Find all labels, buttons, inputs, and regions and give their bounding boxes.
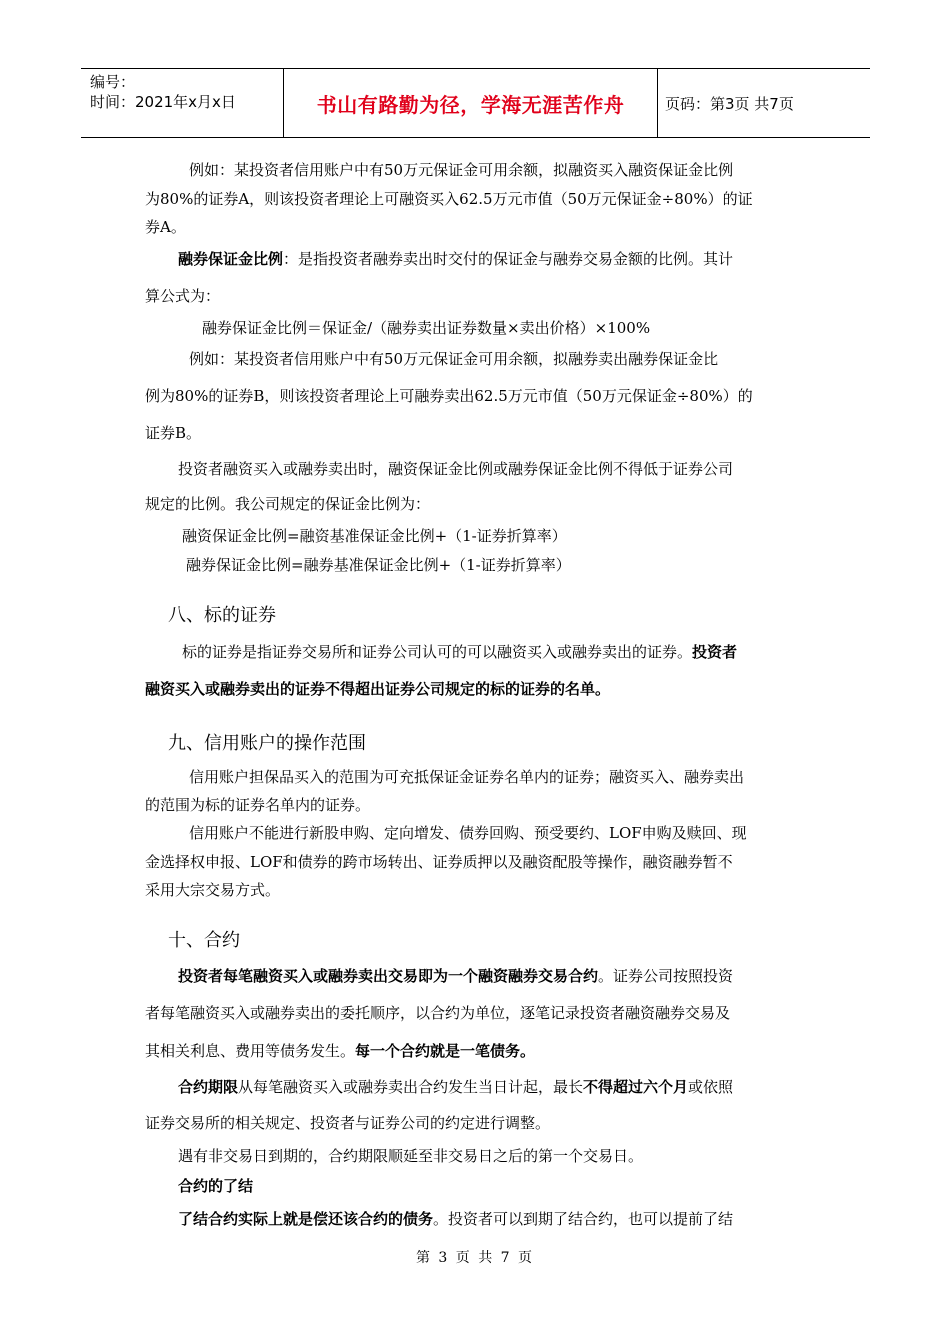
- bold-run: 不得超过六个月: [583, 1078, 689, 1096]
- doc-number-label: 编号：: [90, 73, 136, 91]
- paragraph-line: [178, 1209, 733, 1229]
- rule-line: 融券保证金比例=融券基准保证金比例+（1-证券折算率）: [186, 556, 571, 574]
- rule-line: 融资保证金比例=融资基准保证金比例+（1-证券折算率）: [182, 527, 567, 545]
- paragraph-line: 例为80%的证券B，则该投资者理论上可融券卖出62.5万元市值（50万元保证金÷80%）的: [145, 387, 753, 405]
- text-run: ：是指投资者融券卖出时交付的保证金与融券交易金额的比例。其计: [283, 250, 734, 268]
- paragraph-line: 例如：某投资者信用账户中有50万元保证金可用余额，拟融资买入融资保证金比例: [189, 161, 734, 179]
- text-run: 或依照: [688, 1078, 734, 1096]
- paragraph-line: [145, 1041, 535, 1061]
- paragraph-line: 者每笔融资买入或融券卖出的委托顺序，以合约为单位，逐笔记录投资者融资融券交易及: [145, 1004, 731, 1022]
- paragraph-line: [178, 966, 733, 986]
- paragraph-line: [145, 679, 610, 699]
- bold-run: 投资者每笔融资买入或融券卖出交易即为一个融资融券交易合约: [178, 967, 599, 985]
- text-run: 标的证券是指证券交易所和证券公司认可的可以融资买入或融券卖出的证券。: [182, 643, 693, 661]
- bold-run: 了结合约实际上就是偿还该合约的债务: [178, 1210, 434, 1228]
- header-page-code: [665, 69, 870, 137]
- paragraph-line: 金选择权申报、LOF和债券的跨市场转出、证券质押以及融资配股等操作，融资融券暂不: [145, 853, 733, 871]
- paragraph-line: 遇有非交易日到期的，合约期限顺延至非交易日之后的第一个交易日。: [178, 1147, 644, 1165]
- page-code-text: 页码：第3页 共7页: [665, 94, 794, 113]
- paragraph-line: 证券交易所的相关规定、投资者与证券公司的约定进行调整。: [145, 1114, 551, 1132]
- bold-run: 投资者: [692, 643, 738, 661]
- bold-run: 融资买入或融券卖出的证券不得超出证券公司规定的标的证券的名单。: [145, 680, 611, 698]
- paragraph-line: 采用大宗交易方式。: [145, 881, 281, 899]
- formula-line: 融券保证金比例＝保证金/（融券卖出证券数量×卖出价格）×100%: [202, 319, 651, 337]
- paragraph-line: 的范围为标的证券名单内的证券。: [145, 796, 371, 814]
- page-footer: 第 3 页 共 7 页: [415, 1250, 535, 1266]
- paragraph-line: 信用账户担保品买入的范围为可充抵保证金证券名单内的证券；融资买入、融券卖出: [189, 768, 745, 786]
- paragraph-line: 证券B。: [145, 424, 202, 442]
- subheading: 合约的了结: [178, 1177, 254, 1195]
- paragraph-line: [178, 249, 733, 269]
- section-heading: 十、合约: [168, 930, 240, 951]
- paragraph-line: 规定的比例。我公司规定的保证金比例为：: [145, 495, 431, 513]
- page-header: [81, 68, 870, 138]
- paragraph-line: [178, 1077, 733, 1097]
- text-run: 。证券公司按照投资: [598, 967, 734, 985]
- header-meta-cell: [81, 69, 284, 137]
- paragraph-line: 券A。: [145, 218, 186, 236]
- paragraph-line: 算公式为：: [145, 287, 221, 305]
- paragraph-line: 投资者融资买入或融券卖出时，融资保证金比例或融券保证金比例不得低于证券公司: [178, 460, 734, 478]
- term-bold: 融券保证金比例: [178, 250, 284, 268]
- text-run: 。投资者可以到期了结合约，也可以提前了结: [433, 1210, 734, 1228]
- doc-date-label: 时间：2021年x月x日: [90, 93, 236, 111]
- bold-run: 每一个合约就是一笔债务。: [355, 1042, 536, 1060]
- paragraph-line: 例如：某投资者信用账户中有50万元保证金可用余额，拟融券卖出融券保证金比: [189, 350, 719, 368]
- paragraph-line: 信用账户不能进行新股申购、定向增发、债券回购、预受要约、LOF申购及赎回、现: [189, 824, 747, 842]
- header-motto: 书山有路勤为径，学海无涯苦作舟: [284, 69, 658, 137]
- section-heading: 九、信用账户的操作范围: [168, 733, 366, 754]
- section-heading: 八、标的证券: [168, 605, 276, 626]
- paragraph-line: [182, 642, 737, 662]
- text-run: 从每笔融资买入或融券卖出合约发生当日计起，最长: [238, 1078, 584, 1096]
- bold-run: 合约期限: [178, 1078, 239, 1096]
- text-run: 其相关利息、费用等债务发生。: [145, 1042, 356, 1060]
- paragraph-line: 为80%的证券A，则该投资者理论上可融资买入62.5万元市值（50万元保证金÷80%）的证: [145, 190, 753, 208]
